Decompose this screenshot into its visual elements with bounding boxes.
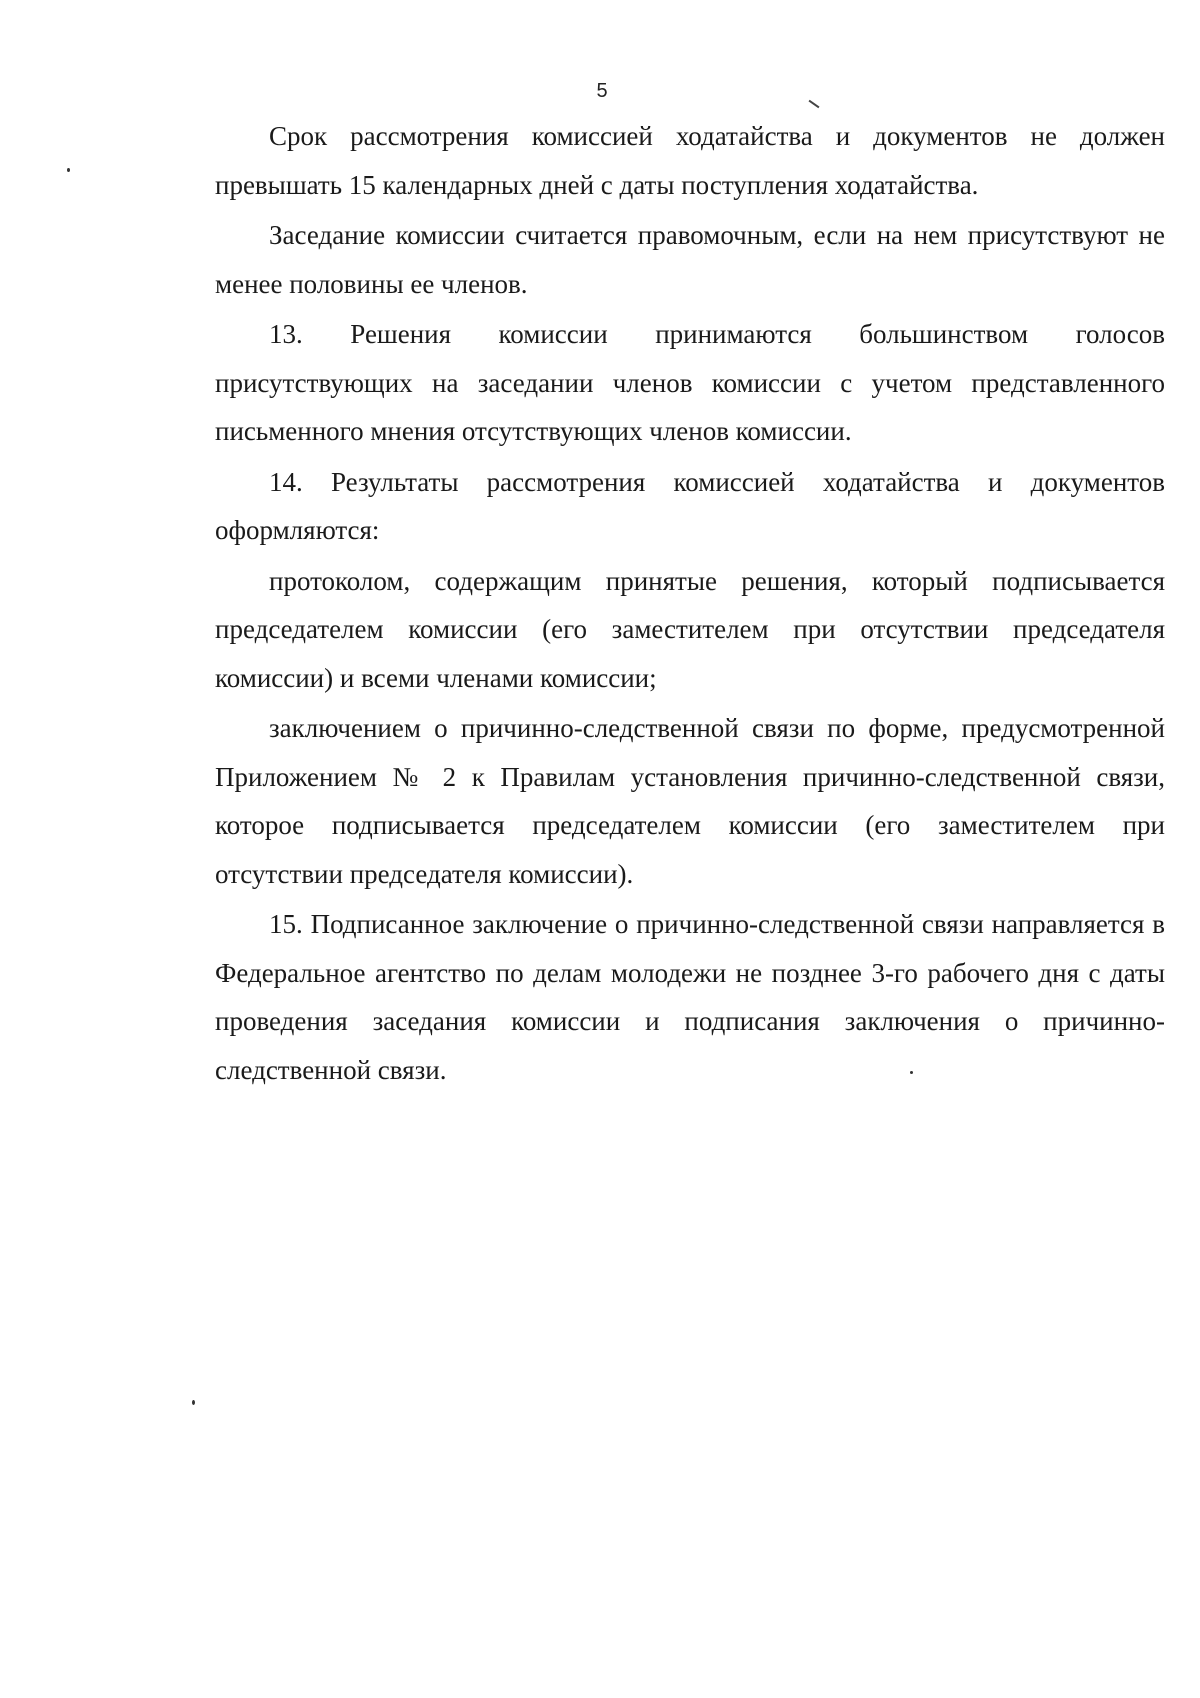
page-number: 5	[596, 80, 608, 102]
scan-speck	[192, 1400, 195, 1405]
paragraph-14-results: 14. Результаты рассмотрения комиссией ходатайства и документов оформляются:	[215, 466, 1165, 545]
paragraph-review-period: Срок рассмотрения комиссией ходатайства и документов не должен превышать 15 календарных дней с даты поступления ходатайства.	[215, 121, 1165, 200]
paragraph-15-signed-conclusion: 15. Подписанное заключение о причинно-следственной связи направляется в Федеральное агентство по делам молодежи не позднее 3-го рабочего дня с даты проведения заседания комиссии и подписания заключения о причинно-следственной связи.	[215, 909, 1165, 1085]
paragraph-protocol: протоколом, содержащим принятые решения, который подписывается председателем комиссии (его заместителем при отсутствии председателя комиссии) и всеми членами комиссии;	[215, 565, 1165, 693]
scan-speck	[67, 168, 70, 172]
paragraph-13-decisions: 13. Решения комиссии принимаются большинством голосов присутствующих на заседании членов комиссии с учетом представленного письменного мнения отсутствующих членов комиссии.	[215, 319, 1165, 446]
paragraph-quorum: Заседание комиссии считается правомочным, если на нем присутствуют не менее половины ее членов.	[215, 220, 1165, 299]
document-body	[215, 112, 1165, 1096]
paragraph-conclusion: заключением о причинно-следственной связи по форме, предусмотренной Приложением № 2 к Правилам установления причинно-следственной связи, которое подписывается председателем комиссии (его заместителем при отсутствии председателя комиссии).	[215, 713, 1165, 889]
